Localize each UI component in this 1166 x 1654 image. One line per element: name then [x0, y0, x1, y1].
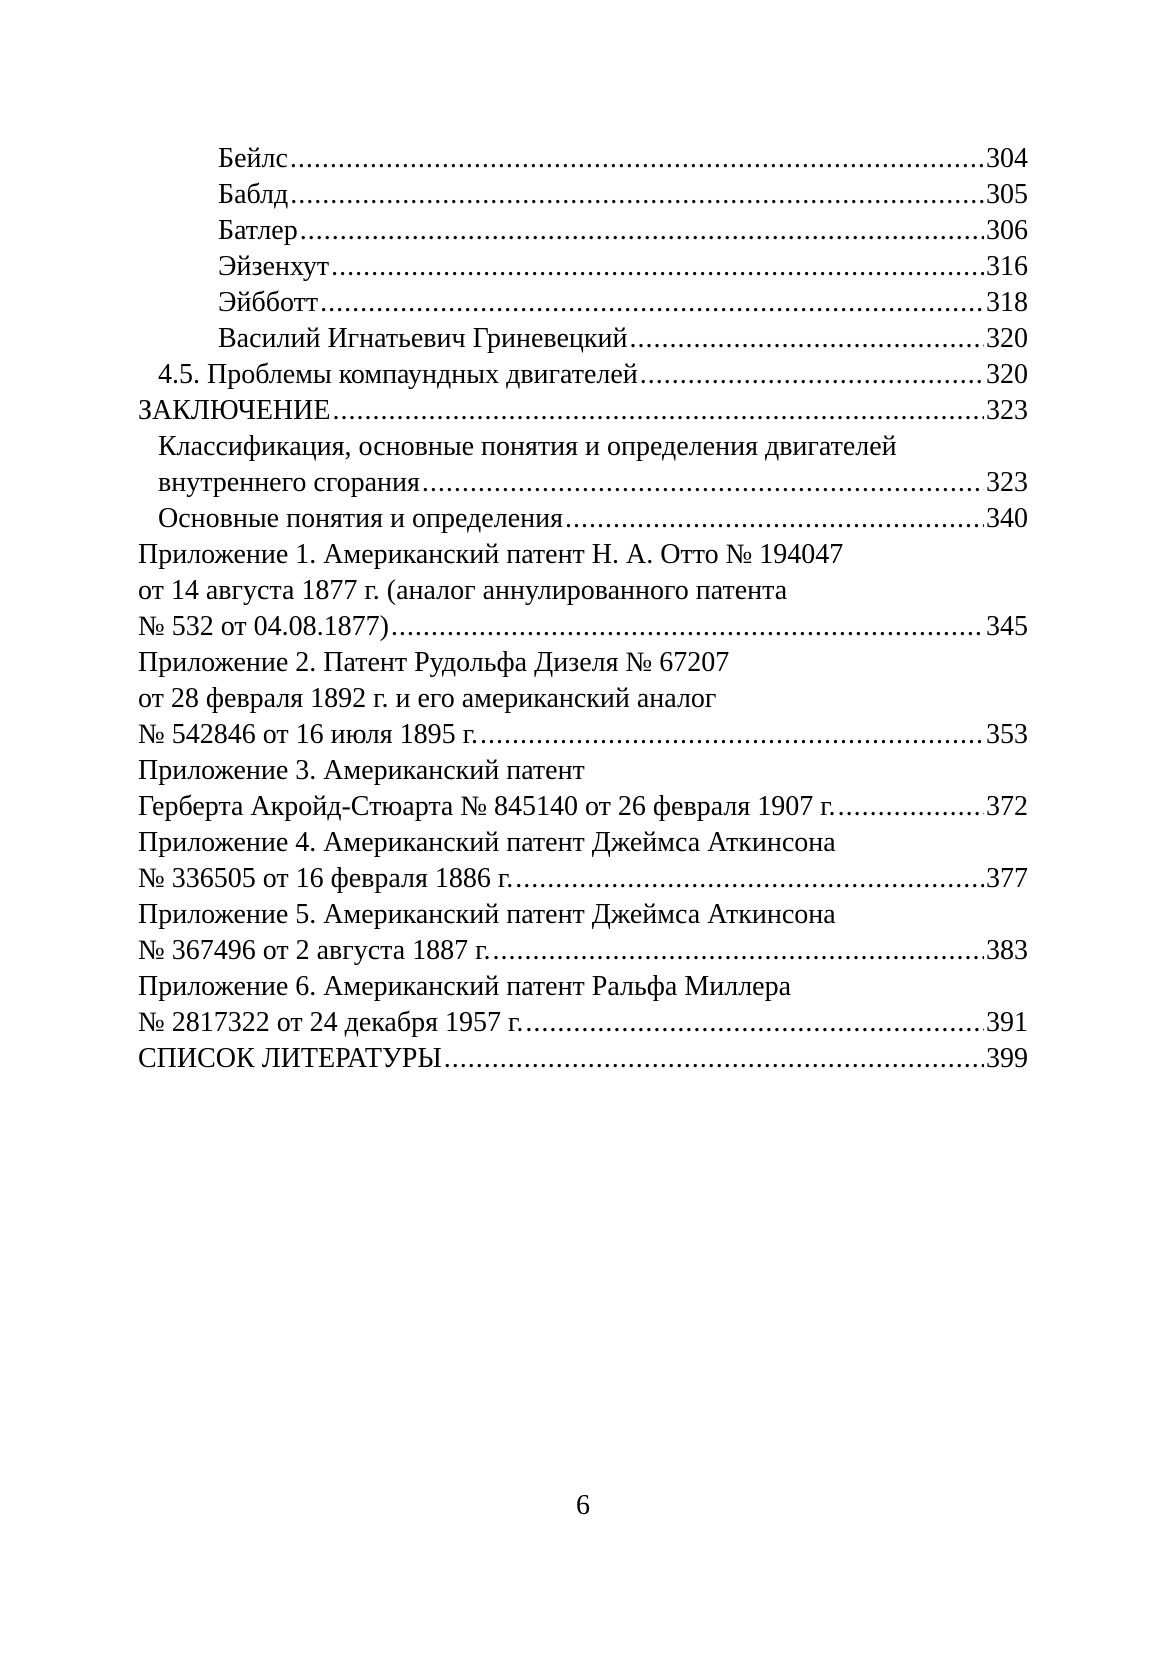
toc-page-number: 372 — [986, 791, 1028, 822]
toc-entry-appendix-4 — [138, 861, 1028, 897]
toc-entry-basic-concepts — [138, 501, 1028, 537]
toc-page-number: 306 — [986, 215, 1028, 246]
toc-page-number: 345 — [986, 611, 1028, 642]
toc-entry-line: Классификация, основные понятия и определения двигателей — [158, 431, 897, 462]
toc-entry-batler — [138, 213, 1028, 249]
toc-page-number: 383 — [986, 935, 1028, 966]
toc-entry-line: Приложение 4. Американский патент Джеймса Аткинсона — [138, 827, 836, 858]
toc-entry-line: Приложение 5. Американский патент Джеймса Аткинсона — [138, 899, 836, 930]
toc-page-number: 340 — [986, 503, 1028, 534]
page-number: 6 — [576, 1490, 590, 1521]
leader-dots — [640, 357, 984, 393]
toc-entry-classification — [138, 465, 1028, 501]
toc-page-number: 304 — [986, 143, 1028, 174]
toc-entry-line: Приложение 3. Американский патент — [138, 755, 585, 786]
toc-page-number: 399 — [986, 1043, 1028, 1074]
toc-entry-line: Приложение 1. Американский патент Н. А. Отто № 194047 — [138, 539, 844, 570]
toc-entry-title: ЗАКЛЮЧЕНИЕ — [138, 395, 331, 426]
toc-entry-abbott — [138, 285, 1028, 321]
leader-dots — [444, 1041, 984, 1077]
leader-dots — [525, 1005, 984, 1041]
toc-page-number: 323 — [986, 395, 1028, 426]
toc-entry-title: Баблд — [218, 179, 289, 210]
table-of-contents — [138, 141, 1028, 1077]
leader-dots — [492, 933, 984, 969]
toc-entry-line: Приложение 2. Патент Рудольфа Дизеля № 67207 — [138, 647, 730, 678]
leader-dots — [290, 177, 984, 213]
toc-entry-section-4-5 — [138, 357, 1028, 393]
toc-entry-title: Основные понятия и определения — [158, 503, 563, 534]
leader-dots — [320, 285, 984, 321]
toc-entry-beils — [138, 141, 1028, 177]
toc-entry-title: Василий Игнатьевич Гриневецкий — [218, 323, 628, 354]
leader-dots — [515, 861, 984, 897]
toc-entry-line: Приложение 6. Американский патент Ральфа Миллера — [138, 971, 792, 1002]
toc-entry-eisenhut — [138, 249, 1028, 285]
toc-entry-title: № 336505 от 16 февраля 1886 г. — [138, 863, 514, 894]
toc-entry-appendix-6 — [138, 1005, 1028, 1041]
leader-dots — [838, 789, 984, 825]
toc-entry-references — [138, 1041, 1028, 1077]
toc-entry-line: от 28 февраля 1892 г. и его американский аналог — [138, 683, 717, 714]
toc-entry-title: № 532 от 04.08.1877) — [138, 611, 389, 642]
toc-entry-appendix-5 — [138, 933, 1028, 969]
leader-dots — [565, 501, 984, 537]
leader-dots — [290, 141, 984, 177]
toc-entry-title: Эйзенхут — [218, 251, 330, 282]
toc-page-number: 377 — [986, 863, 1028, 894]
leader-dots — [422, 465, 984, 501]
toc-page-number: 323 — [986, 467, 1028, 498]
toc-entry-appendix-2 — [138, 717, 1028, 753]
toc-entry-appendix-3 — [138, 789, 1028, 825]
toc-entry-title: № 542846 от 16 июля 1895 г. — [138, 719, 478, 750]
leader-dots — [332, 393, 984, 429]
leader-dots — [331, 249, 984, 285]
toc-entry-title: 4.5. Проблемы компаундных двигателей — [158, 359, 638, 390]
toc-page-number: 320 — [986, 359, 1028, 390]
toc-entry-grinevetsky — [138, 321, 1028, 357]
toc-entry-title: № 367496 от 2 августа 1887 г. — [138, 935, 491, 966]
toc-entry-babld — [138, 177, 1028, 213]
toc-entry-title: Герберта Акройд-Стюарта № 845140 от 26 февраля 1907 г. — [138, 791, 836, 822]
toc-page-number: 391 — [986, 1007, 1028, 1038]
toc-entry-appendix-1 — [138, 609, 1028, 645]
leader-dots — [629, 321, 984, 357]
toc-page-number: 316 — [986, 251, 1028, 282]
toc-entry-title: Батлер — [218, 215, 298, 246]
leader-dots — [391, 609, 984, 645]
toc-page-number: 305 — [986, 179, 1028, 210]
leader-dots — [300, 213, 984, 249]
toc-page-number: 353 — [986, 719, 1028, 750]
leader-dots — [480, 717, 984, 753]
toc-entry-title: № 2817322 от 24 декабря 1957 г. — [138, 1007, 524, 1038]
toc-page-number: 320 — [986, 323, 1028, 354]
toc-entry-title: СПИСОК ЛИТЕРАТУРЫ — [138, 1043, 442, 1074]
toc-page-number: 318 — [986, 287, 1028, 318]
toc-entry-line: от 14 августа 1877 г. (аналог аннулированного патента — [138, 575, 788, 606]
toc-entry-title: Эйбботт — [218, 287, 319, 318]
toc-entry-title: внутреннего сгорания — [158, 467, 420, 498]
toc-entry-conclusion — [138, 393, 1028, 429]
toc-entry-title: Бейлс — [218, 143, 288, 174]
